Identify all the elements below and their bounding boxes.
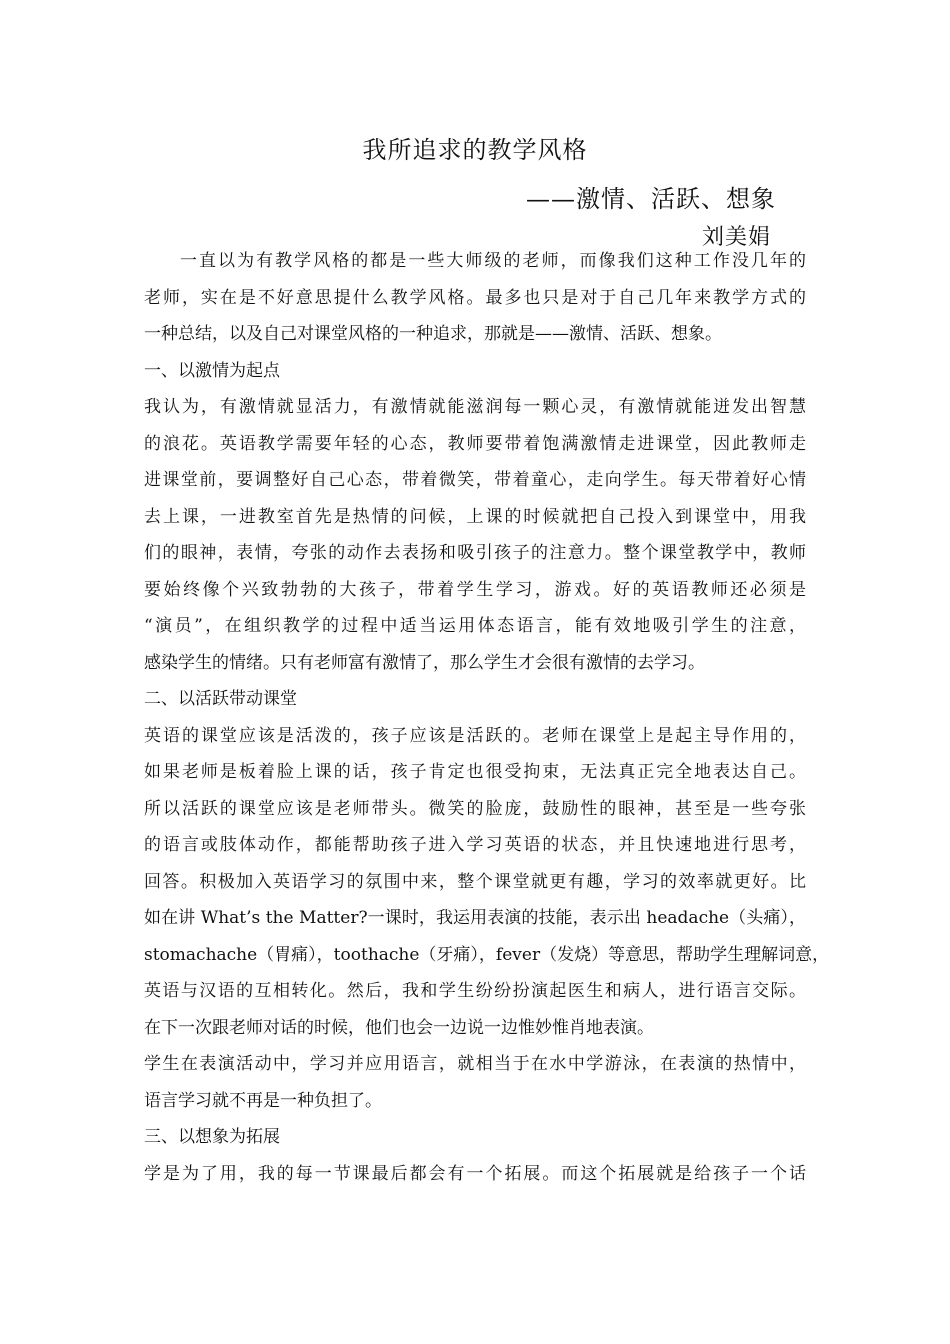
section-heading: 二、以活跃带动课堂 [144, 689, 297, 709]
paragraph-line: 的语言或肢体动作，都能帮助孩子进入学习英语的状态，并且快速地进行思考， [144, 835, 806, 855]
paragraph-line: “演员”，在组织教学的过程中适当运用体态语言，能有效地吸引学生的注意， [144, 616, 806, 636]
document-subtitle: ——激情、活跃、想象 [526, 185, 776, 213]
paragraph-line: 学是为了用，我的每一节课最后都会有一个拓展。而这个拓展就是给孩子一个话 [144, 1163, 806, 1184]
paragraph-line: 老师，实在是不好意思提什么教学风格。最多也只是对于自己几年来教学方式的 [144, 287, 806, 308]
section-heading: 三、以想象为拓展 [144, 1127, 280, 1147]
paragraph-line: 们的眼神，表情，夸张的动作去表扬和吸引孩子的注意力。整个课堂教学中，教师 [144, 543, 806, 563]
paragraph-line: 如在讲 What’s the Matter?一课时，我运用表演的技能，表示出 headache（头痛）， [144, 908, 806, 928]
paragraph-line: 去上课，一进教室首先是热情的问候，上课的时候就把自己投入到课堂中，用我 [144, 506, 806, 527]
paragraph-line: 如果老师是板着脸上课的话，孩子肯定也很受拘束，无法真正完全地表达自己。 [144, 762, 806, 782]
paragraph-line: 在下一次跟老师对话的时候，他们也会一边说一边惟妙惟肖地表演。 [144, 1017, 654, 1038]
paragraph-line: 一种总结，以及自己对课堂风格的一种追求，那就是——激情、活跃、想象。 [144, 324, 722, 344]
paragraph-line: 我认为，有激情就显活力，有激情就能滋润每一颗心灵，有激情就能迸发出智慧 [144, 397, 806, 417]
paragraph-line: 要始终像个兴致勃勃的大孩子，带着学生学习，游戏。好的英语教师还必须是 [144, 579, 806, 600]
document-title: 我所追求的教学风格 [362, 136, 588, 164]
paragraph-line: 的浪花。英语教学需要年轻的心态，教师要带着饱满激情走进课堂，因此教师走 [144, 433, 806, 454]
paragraph-line: 感染学生的情绪。只有老师富有激情了，那么学生才会很有激情的去学习。 [144, 652, 705, 673]
paragraph-line: 英语的课堂应该是活泼的，孩子应该是活跃的。老师在课堂上是起主导作用的， [144, 725, 806, 746]
paragraph-line: 所以活跃的课堂应该是老师带头。微笑的脸庞，鼓励性的眼神，甚至是一些夸张 [144, 798, 806, 819]
paragraph-line: 进课堂前，要调整好自己心态，带着微笑，带着童心，走向学生。每天带着好心情 [144, 470, 806, 490]
paragraph-line: 语言学习就不再是一种负担了。 [144, 1090, 382, 1111]
section-heading: 一、以激情为起点 [144, 360, 280, 381]
paragraph-line: 回答。积极加入英语学习的氛围中来，整个课堂就更有趣，学习的效率就更好。比 [144, 871, 806, 892]
paragraph-line: 一直以为有教学风格的都是一些大师级的老师，而像我们这种工作没几年的 [180, 251, 806, 271]
document-author: 刘美娟 [702, 225, 772, 250]
paragraph-line: 学生在表演活动中，学习并应用语言，就相当于在水中学游泳，在表演的热情中， [144, 1054, 806, 1074]
paragraph-line: 英语与汉语的互相转化。然后，我和学生纷纷扮演起医生和病人，进行语言交际。 [144, 981, 806, 1001]
paragraph-line: stomachache（胃痛），toothache（牙痛），fever（发烧）等意思，帮助学生理解词意， [144, 944, 830, 965]
document-body [144, 243, 830, 1192]
